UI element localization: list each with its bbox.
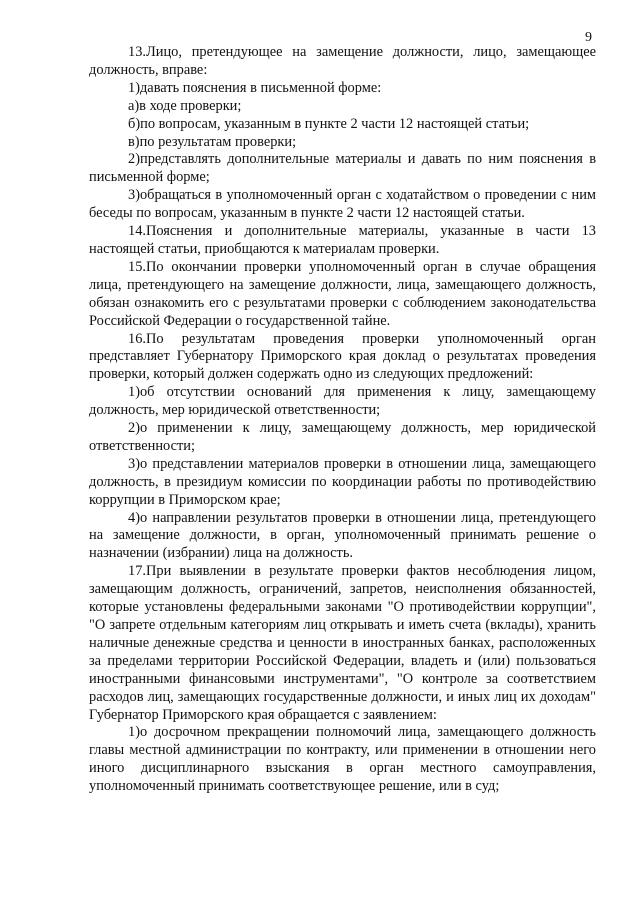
paragraph-13-item-1b: б)по вопросам, указанным в пункте 2 части 12 настоящей статьи; [128,115,530,132]
document-body [89,44,596,796]
paragraph-13-item-1c: в)по результатам проверки; [128,133,297,150]
paragraph-13-item-3: 3)обращаться в уполномоченный орган с ходатайством о проведении с ним беседы по вопросам, указанным в пункте 2 части 12 настоящей статьи. [89,187,596,222]
paragraph-17-item-1: 1)о досрочном прекращении полномочий лица, замещающего должность главы местной администрации по контракту, или применении в отношении него иного дисциплинарного взыскания в орган местного самоуправления, уполномоченный принимать соответствующее решение, или в суд; [89,724,596,795]
paragraph-16-item-3: 3)о представлении материалов проверки в отношении лица, замещающего должность, в президиум комиссии по координации работы по противодействию коррупции в Приморском крае; [89,455,596,508]
paragraph-13-item-2: 2)представлять дополнительные материалы и давать по ним пояснения в письменной форме; [89,151,596,186]
paragraph-15: 15.По окончании проверки уполномоченный орган в случае обращения лица, претендующего на замещение должности, лица, замещающего должность, обязан ознакомить его с результатами проверки с соблюдением законодательства Российской Федерации о государственной тайне. [89,258,596,329]
paragraph-13: 13.Лицо, претендующее на замещение должности, лицо, замещающее должность, вправе: [89,44,596,78]
paragraph-17: 17.При выявлении в результате проверки фактов несоблюдения лицом, замещающим должность, ограничений, запретов, неисполнения обязанностей, которые установлены федеральными законами "О противодействии коррупции", "О запрете отдельным категориям лиц открывать и иметь счета (вклады), хранить наличные денежные средства и ценности в иностранных банках, расположенных за пределами территории Российской Федерации, владеть и (или) пользоваться иностранными финансовыми инструментами", "О контроле за соответствием расходов лиц, замещающих государственные должности, и иных лиц их доходам" Губернатор Приморского края обращается с заявлением: [89,563,596,723]
paragraph-13-item-1: 1)давать пояснения в письменной форме: [128,79,382,96]
paragraph-16: 16.По результатам проведения проверки уполномоченный орган представляет Губернатору Приморского края доклад о результатах проведения проверки, который должен содержать одно из следующих предложений: [89,330,596,383]
paragraph-16-item-1: 1)об отсутствии оснований для применения к лицу, замещающему должность, мер юридической ответственности; [89,384,596,419]
paragraph-13-item-1a: а)в ходе проверки; [128,97,242,114]
paragraph-16-item-4: 4)о направлении результатов проверки в отношении лица, претендующего на замещение должности, в орган, уполномоченный принимать решение о назначении (избрании) лица на должность. [89,509,596,562]
paragraph-14: 14.Пояснения и дополнительные материалы, указанные в части 13 настоящей статьи, приобщаются к материалам проверки. [89,223,596,257]
paragraph-16-item-2: 2)о применении к лицу, замещающему должность, мер юридической ответственности; [89,420,596,454]
page-number: 9 [585,30,592,45]
